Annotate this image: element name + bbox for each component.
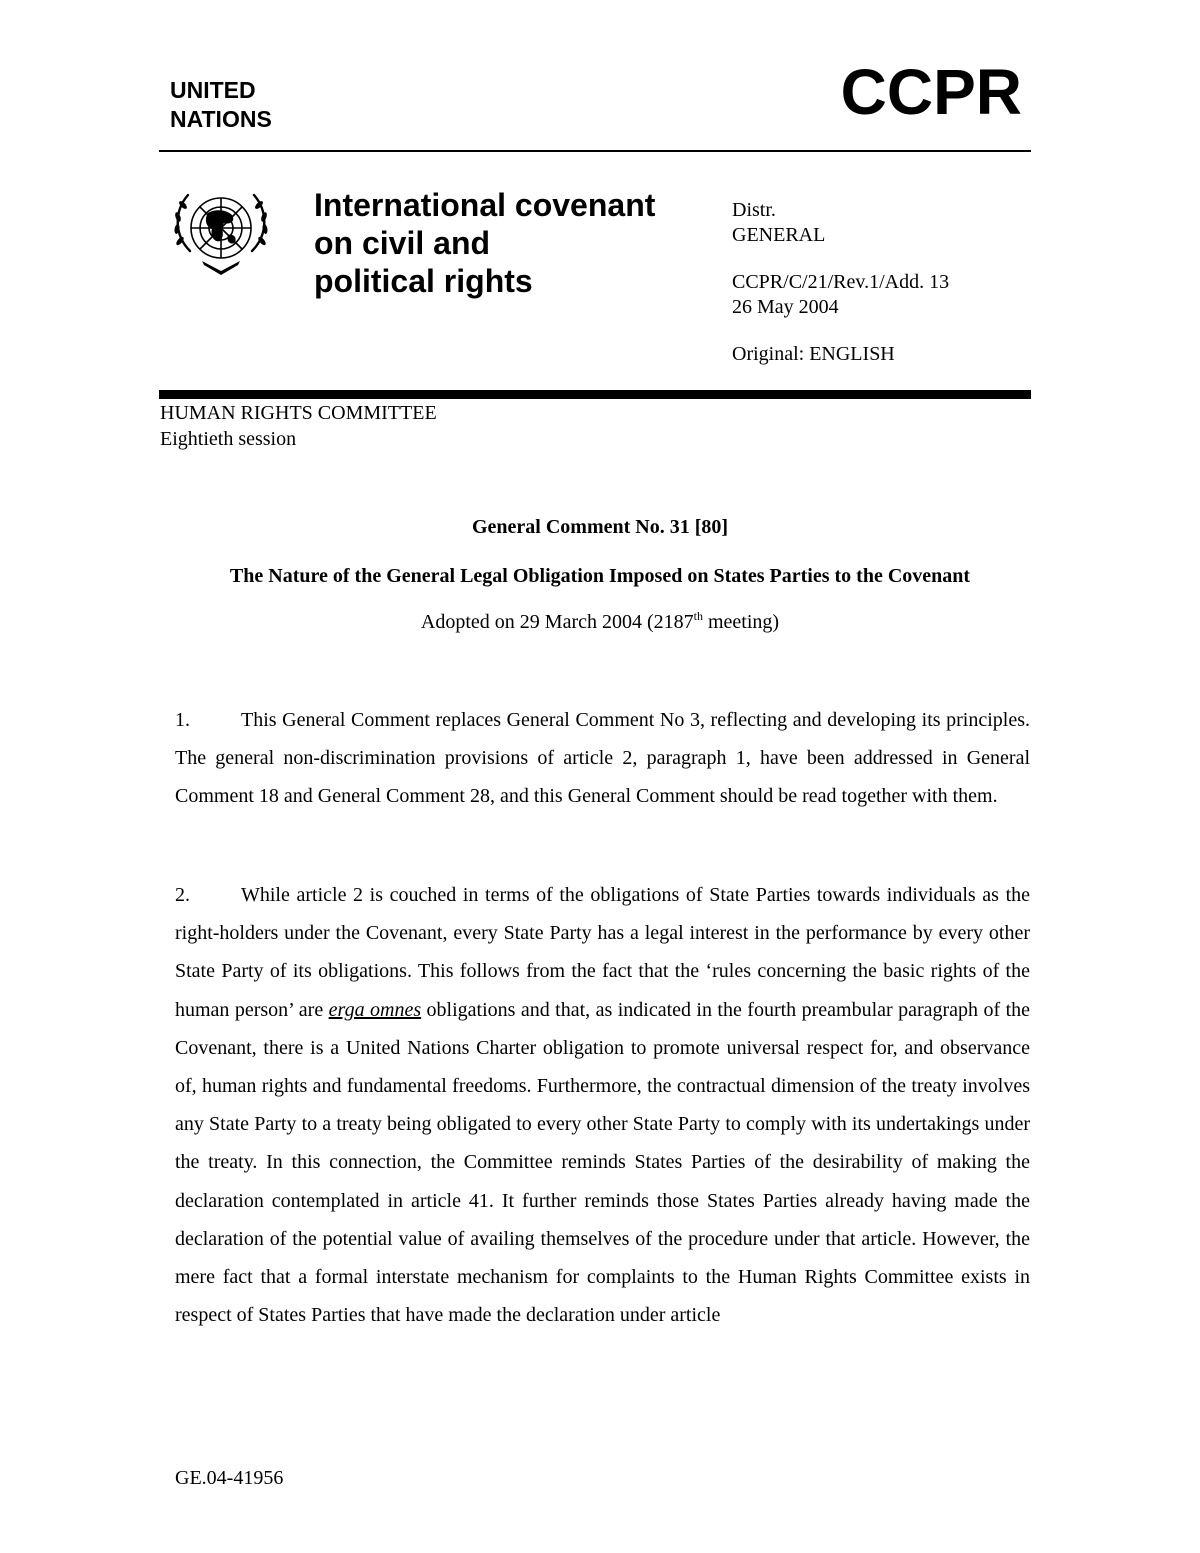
general-comment-subtitle: The Nature of the General Legal Obligation Imposed on States Parties to the Covenant <box>229 565 971 587</box>
distribution-block <box>732 198 949 367</box>
covenant-title <box>314 186 655 300</box>
thick-divider <box>159 390 1031 399</box>
distribution-value: GENERAL <box>732 224 826 246</box>
distribution-label: Distr. <box>732 199 776 221</box>
paragraph-2 <box>175 876 1030 1334</box>
document-job-number: GE.04-41956 <box>175 1467 284 1489</box>
covenant-title-line-2: on civil and <box>314 225 491 261</box>
organization-line-1: UNITED <box>170 77 256 103</box>
header-divider <box>159 150 1031 152</box>
committee-block <box>160 400 437 452</box>
general-comment-title: General Comment No. 31 [80] <box>471 516 729 538</box>
paragraph-1 <box>175 701 1030 816</box>
adoption-superscript: th <box>693 609 703 623</box>
un-emblem-icon <box>168 183 274 279</box>
document-date: 26 May 2004 <box>732 296 839 318</box>
paragraph-text-continued: obligations and that, as indicated in the fourth preambular paragraph of the Covenant, there is a United Nations Charter obligation to promote universal respect for, and observance of, human rights and fundamental freedoms. Furthermore, the contractual dimension of the treaty involves any State Party to a treaty being obligated to every other State Party to comply with its undertakings under the treaty. In this connection, the Committee reminds States Parties of the desirability of making the declaration contemplated in article 41. It further reminds those States Parties already having made the declaration of the potential value of availing themselves of the procedure under that article. However, the mere fact that a formal interstate mechanism for complaints to the Human Rights Committee exists in respect of States Parties that have made the declaration under article <box>175 998 1031 1327</box>
adoption-suffix: meeting) <box>702 611 780 633</box>
organization-name <box>170 76 272 134</box>
paragraph-number: 1. <box>175 709 190 731</box>
document-symbol: CCPR/C/21/Rev.1/Add. 13 <box>732 271 950 293</box>
adoption-line <box>0 611 1200 634</box>
original-language: Original: ENGLISH <box>732 343 895 365</box>
paragraph-text: While article 2 is couched in terms of the obligations of State Parties towards individuals as the right-holders under the Covenant, every State Party has a legal interest in the performance by every other State Party of its obligations. This follows from the fact that the ‘rules concerning the basic rights of the human person’ are <box>175 884 1030 1021</box>
covenant-title-line-1: International covenant <box>314 187 656 223</box>
paragraph-number: 2. <box>175 884 190 906</box>
document-series-symbol: CCPR <box>840 56 1022 128</box>
organization-line-2: NATIONS <box>170 106 272 132</box>
committee-name: HUMAN RIGHTS COMMITTEE <box>160 402 437 424</box>
adoption-prefix: Adopted on 29 March 2004 (2187 <box>420 611 694 633</box>
paragraph-text: This General Comment replaces General Comment No 3, reflecting and developing its principles. The general non-discrimination provisions of article 2, paragraph 1, have been addressed in General Comment 18 and General Comment 28, and this General Comment should be read together with them. <box>175 709 1030 808</box>
emphasized-term: erga omnes <box>328 998 422 1021</box>
covenant-title-line-3: political rights <box>314 263 533 299</box>
session-name: Eightieth session <box>160 428 297 450</box>
